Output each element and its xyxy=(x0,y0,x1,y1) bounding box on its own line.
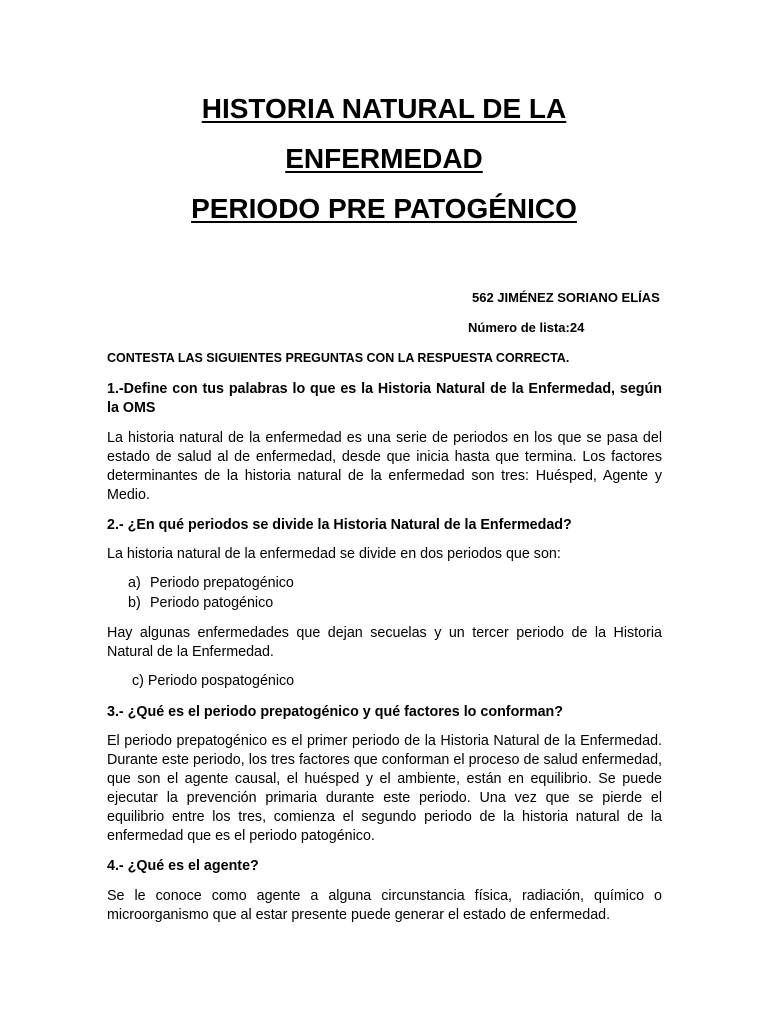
list-marker: a) xyxy=(128,575,141,591)
answer-2-extra: Hay algunas enfermedades que dejan secuelas y un tercer periodo de la Historia Natural de la Enfermedad. xyxy=(107,625,662,660)
question-4: 4.- ¿Qué es el agente? xyxy=(107,858,259,874)
document-title-line-1: HISTORIA NATURAL DE LA xyxy=(201,93,567,124)
answer-2: La historia natural de la enfermedad se divide en dos periodos que son: xyxy=(107,546,561,562)
question-3: 3.- ¿Qué es el periodo prepatogénico y qué factores lo conforman? xyxy=(107,704,563,720)
list-item xyxy=(128,594,273,613)
document-title-line-2: ENFERMEDAD xyxy=(285,143,483,174)
author-name: 562 JIMÉNEZ SORIANO ELÍAS xyxy=(472,290,660,305)
list-item-text: Periodo patogénico xyxy=(150,595,274,611)
answer-3: El periodo prepatogénico es el primer periodo de la Historia Natural de la Enfermedad. Durante este periodo, los tres factores que conforman el proceso de salud enfermedad, que son el agente causal, el huésped y el ambiente, están en equilibrio. Se puede ejecutar la prevención primaria durante este periodo. Una vez que se pierde el equilibrio entre los tres, comienza el segundo periodo de la historia natural de la enfermedad que es el periodo patogénico. xyxy=(107,733,662,844)
question-1: 1.-Define con tus palabras lo que es la Historia Natural de la Enfermedad, según la OMS xyxy=(107,381,662,416)
question-2: 2.- ¿En qué periodos se divide la Historia Natural de la Enfermedad? xyxy=(107,517,572,533)
list-item-c: c) Periodo pospatogénico xyxy=(132,673,295,689)
answer-1: La historia natural de la enfermedad es una serie de periodos en los que se pasa del estado de salud al de enfermedad, desde que inicia hasta que termina. Los factores determinantes de la historia natural de la enfermedad son tres: Huésped, Agente y Medio. xyxy=(107,430,662,503)
answer-4: Se le conoce como agente a alguna circunstancia física, radiación, químico o microorganismo que al estar presente puede generar el estado de enfermedad. xyxy=(107,888,662,923)
list-item-text: Periodo prepatogénico xyxy=(150,575,294,591)
document-subtitle: PERIODO PRE PATOGÉNICO xyxy=(191,193,577,224)
list-item xyxy=(128,574,294,593)
instructions: CONTESTA LAS SIGUIENTES PREGUNTAS CON LA RESPUESTA CORRECTA. xyxy=(107,351,570,365)
list-number: Número de lista:24 xyxy=(468,320,585,335)
list-marker: b) xyxy=(128,595,141,611)
